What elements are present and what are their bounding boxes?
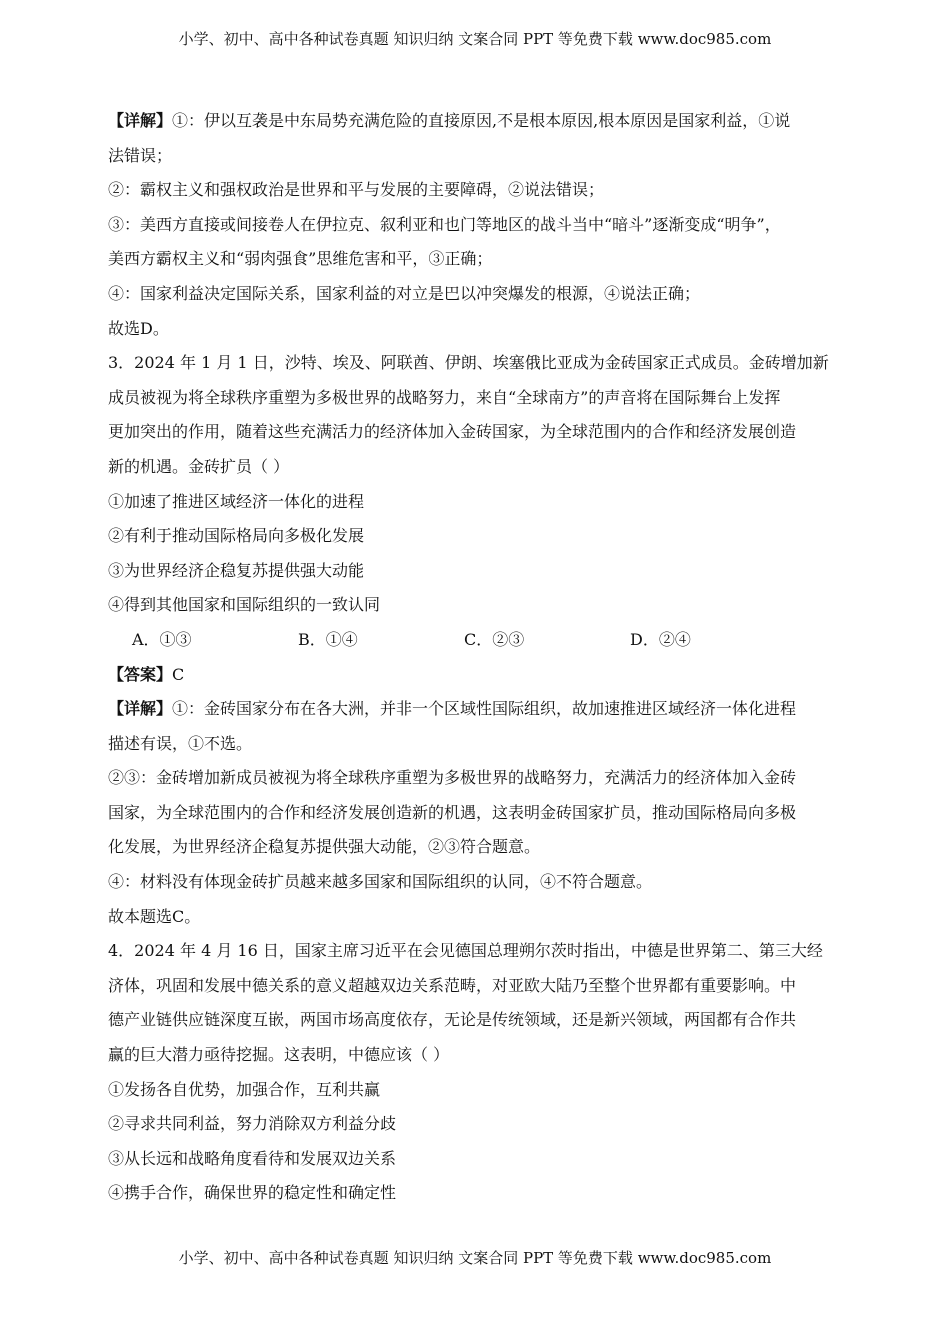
q3-stem: 3．2024 年 1 月 1 日，沙特、埃及、阿联酋、伊朗、埃塞俄比亚成为金砖国家正式成员。金砖增加新 (108, 353, 829, 373)
analysis-label: 【详解】 (108, 111, 173, 130)
q3-item: ③为世界经济企稳复苏提供强大动能 (108, 560, 365, 580)
q3-item: ①加速了推进区域经济一体化的进程 (108, 491, 365, 511)
q2-analysis-line: ④：国家利益决定国际关系，国家利益的对立是巴以冲突爆发的根源，④说法正确； (108, 283, 701, 303)
page-header: 小学、初中、高中各种试卷真题 知识归纳 文案合同 PPT 等免费下载 www.doc985.com (178, 30, 772, 48)
page-footer: 小学、初中、高中各种试卷真题 知识归纳 文案合同 PPT 等免费下载 www.doc985.com (178, 1249, 772, 1267)
document-body (108, 104, 843, 1211)
q3-stem: 新的机遇。金砖扩员（ ） (108, 456, 290, 476)
q4-stem: 德产业链供应链深度互嵌，两国市场高度依存，无论是传统领域，还是新兴领域，两国都有合作共 (108, 1010, 797, 1030)
answer-value: C (172, 664, 185, 684)
q4-item: ③从长远和战略角度看待和发展双边关系 (108, 1148, 397, 1168)
q3-item: ②有利于推动国际格局向多极化发展 (108, 526, 365, 546)
q4-item: ①发扬各自优势，加强合作，互利共赢 (108, 1079, 381, 1099)
q3-options (108, 623, 843, 658)
q3-analysis-line: 国家，为全球范围内的合作和经济发展创造新的机遇，这表明金砖国家扩员，推动国际格局向多极 (108, 802, 797, 822)
option-d: D．②④ (630, 629, 691, 649)
answer-label: 【答案】 (108, 664, 173, 684)
q3-stem: 更加突出的作用，随着这些充满活力的经济体加入金砖国家，为全球范围内的合作和经济发展创造 (108, 422, 797, 442)
option-c: C．②③ (464, 629, 525, 649)
q4-stem: 4．2024 年 4 月 16 日，国家主席习近平在会见德国总理朔尔茨时指出，中德是世界第二、第三大经 (108, 941, 823, 961)
q3-conclusion: 故本题选C。 (108, 906, 201, 926)
q3-analysis-line: 描述有误，①不选。 (108, 733, 253, 753)
q3-analysis-line: 【详解】①：金砖国家分布在各大洲，并非一个区域性国际组织，故加速推进区域经济一体化进程 (108, 699, 797, 719)
q2-analysis-line: ②：霸权主义和强权政治是世界和平与发展的主要障碍，②说法错误； (108, 180, 605, 200)
q4-stem: 济体，巩固和发展中德关系的意义超越双边关系范畴，对亚欧大陆乃至整个世界都有重要影响。中 (108, 975, 797, 995)
q2-analysis-line: 【详解】①：伊以互袭是中东局势充满危险的直接原因,不是根本原因,根本原因是国家利益，①说 (108, 111, 791, 130)
q2-analysis-line: 美西方霸权主义和“弱肉强食”思维危害和平，③正确； (108, 249, 493, 269)
q4-item: ④携手合作，确保世界的稳定性和确定性 (108, 1183, 397, 1203)
analysis-label: 【详解】 (108, 699, 173, 719)
q4-stem: 赢的巨大潜力亟待挖掘。这表明，中德应该（ ） (108, 1045, 450, 1065)
option-b: B．①④ (298, 629, 358, 649)
q2-conclusion: 故选D。 (108, 318, 169, 338)
q3-analysis-line: ④：材料没有体现金砖扩员越来越多国家和国际组织的认同，④不符合题意。 (108, 872, 653, 892)
q3-stem: 成员被视为将全球秩序重塑为多极世界的战略努力，来自“全球南方”的声音将在国际舞台上发挥 (108, 387, 781, 407)
q4-item: ②寻求共同利益，努力消除双方利益分歧 (108, 1114, 397, 1134)
q2-analysis-line: ③：美西方直接或间接卷人在伊拉克、叙利亚和也门等地区的战斗当中“暗斗”逐渐变成“明争”， (108, 214, 781, 234)
q3-analysis-line: ②③：金砖增加新成员被视为将全球秩序重塑为多极世界的战略努力，充满活力的经济体加入金砖 (108, 768, 797, 788)
q3-answer (108, 658, 843, 693)
q3-item: ④得到其他国家和国际组织的一致认同 (108, 595, 381, 615)
q2-analysis-line: 法错误； (108, 145, 173, 165)
q3-analysis-line: 化发展，为世界经济企稳复苏提供强大动能，②③符合题意。 (108, 837, 541, 857)
option-a: A．①③ (132, 629, 192, 649)
